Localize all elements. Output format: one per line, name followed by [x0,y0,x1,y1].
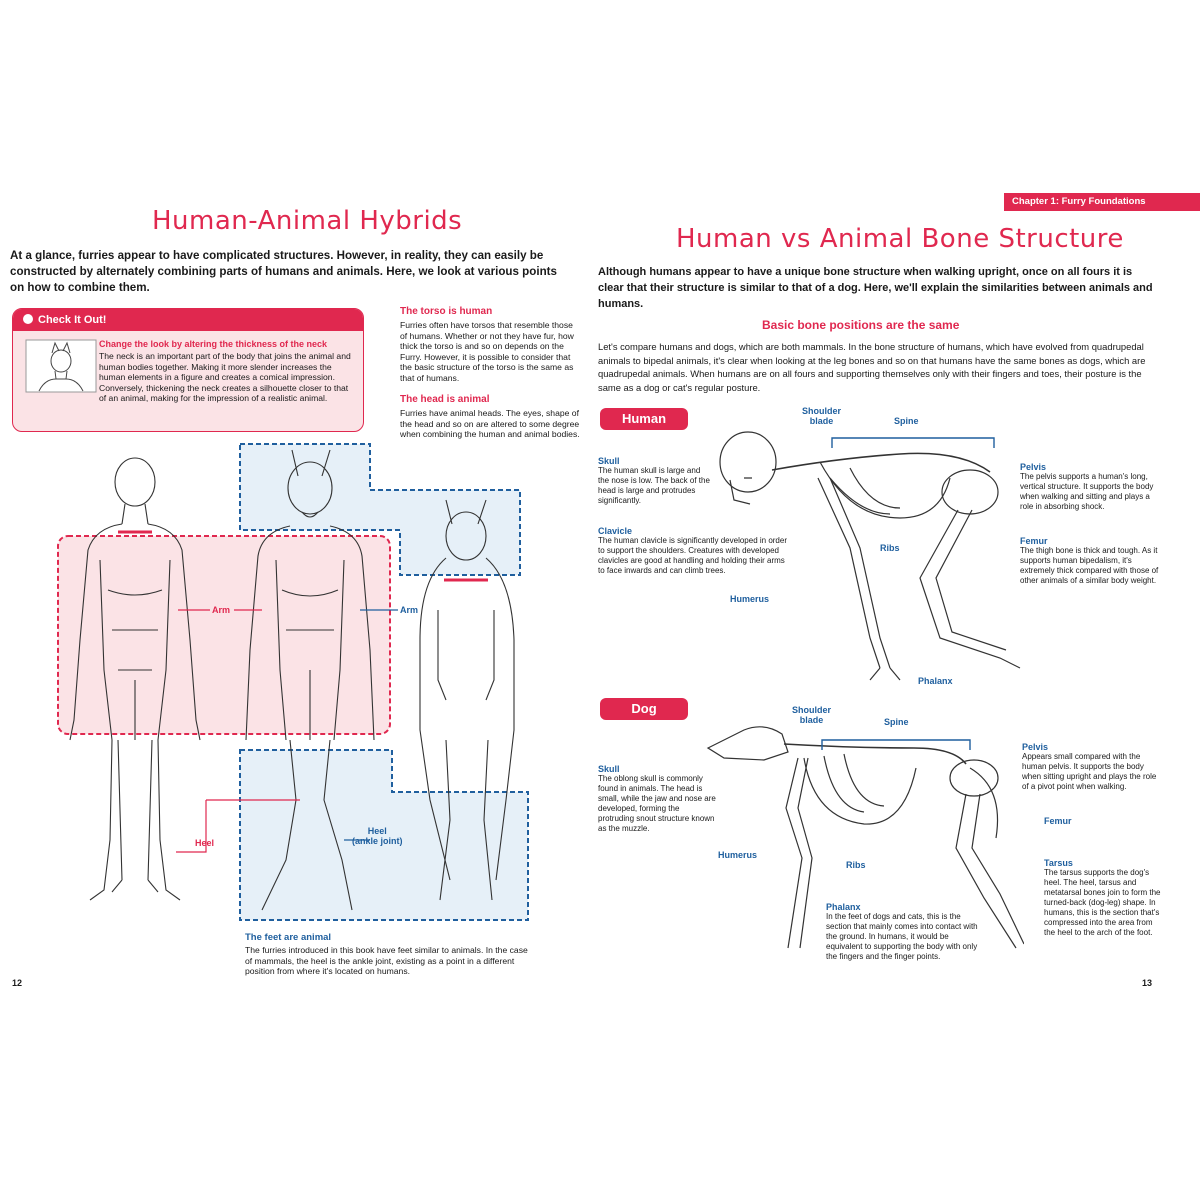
hybrid-figures-illustration [0,440,590,960]
left-intro: At a glance, furries appear to have complicated structures. However, in reality, they can easily be constructed by alternately combining parts of humans and animals. Here, we look at various points on how to combine them. [10,249,557,294]
head-heading: The head is animal [400,394,490,405]
human-femur-note [1020,536,1160,586]
human-clavicle-heading: Clavicle [598,526,633,536]
dog-ribs-label: Ribs [846,860,866,870]
check-it-out-box [12,308,364,432]
dog-skull-body: The oblong skull is commonly found in animals. The head is small, while the jaw and nose are developed, forming the protruding snout structure known as the muzzle. [598,774,716,833]
human-clavicle-body: The human clavicle is significantly developed in order to support the shoulders. Creatures with developed clavicles are good at handling and holding their arms to face inwards and can climb trees. [598,536,787,575]
dog-spine-bracket [818,732,974,752]
human-pelvis-body: The pelvis supports a human's long, vertical structure. It supports the body when walking and sitting and plays a role in absorbing shock. [1020,472,1154,511]
human-pelvis-note [1020,462,1160,512]
chapter-tab: Chapter 1: Furry Foundations [1004,193,1200,211]
dog-pelvis-body: Appears small compared with the human pelvis. It supports the body when sitting upright and plays the role of a pivot point when walking. [1022,752,1157,791]
left-page-title: Human-Animal Hybrids [152,206,463,236]
book-spread [0,150,1200,1050]
torso-note [400,306,580,384]
arm-label-human: Arm [212,605,231,615]
right-page-number: 13 [1142,978,1153,988]
human-ribs-label: Ribs [880,543,900,553]
dog-tarsus-heading: Tarsus [1044,858,1073,868]
right-subheading: Basic bone positions are the same [762,318,960,332]
check-it-out-header [13,309,363,331]
human-phalanx-label: Phalanx [918,676,953,686]
human-pelvis-heading: Pelvis [1020,462,1047,472]
human-shoulder-blade-label: Shoulder blade [802,406,842,426]
human-spine-bracket [828,430,998,450]
dog-spine-label: Spine [884,717,909,727]
heel-label-human: Heel [195,838,215,848]
dog-femur-label: Femur [1044,816,1072,826]
check-body: The neck is an important part of the body that joins the animal and human bodies together. Making it more slender increases the human elements in a figure and creates a comical impression. Conversely, thickening the neck creates a silhouette closer to that of an animal, making for the impression of a realistic animal. [99,351,351,404]
dog-tarsus-body: The tarsus supports the dog's heel. The heel, tarsus and metatarsal bones join to form the turned-back (dog-leg) shape. In humans, this is the section that's compressed into the area from the heel to the arch of the foot. [1044,868,1161,937]
human-pill: Human [600,408,688,430]
human-skull-body: The human skull is large and the nose is low. The back of the head is large and protrudes significantly. [598,466,710,505]
dog-skull-note [598,764,716,834]
human-humerus-label: Humerus [730,594,770,604]
dog-pelvis-heading: Pelvis [1022,742,1049,752]
heel-label-animal: Heel (ankle joint) [352,826,403,846]
paw-icon [23,314,33,324]
head-note [400,394,580,440]
human-femur-heading: Femur [1020,536,1048,546]
dog-phalanx-heading: Phalanx [826,902,861,912]
check-it-out-text [99,339,357,404]
dog-phalanx-body: In the feet of dogs and cats, this is the section that mainly comes into contact with the ground. In humans, it would be equivalent to supporting the body with only the fingers and the finger points. [826,912,978,961]
torso-body: Furries often have torsos that resemble those of humans. Whether or not they have fur, how thick the torso is and so on depends on the Furry. However, it is possible to consider that the basic structure of the torso is the same as that of humans. [400,320,574,383]
feet-note [245,932,535,977]
torso-heading: The torso is human [400,306,493,317]
feet-heading: The feet are animal [245,932,332,943]
right-paragraph: Let's compare humans and dogs, which are both mammals. In the bone structure of humans, which have evolved from quadrupedal animals to bipedal animals, it's clear when looking at the leg bones and so on that humans have the same bones as dogs, which are quadrupedal animals. When humans are on all fours and supporting themselves only with their fingers and toes, their posture is the same as a dog or cat's regular posture. [598,341,1146,393]
feet-body: The furries introduced in this book have feet similar to animals. In the case of mammals, the heel is the ankle joint, existing as a point in a different position from where it's located on humans. [245,945,528,977]
right-page-title: Human vs Animal Bone Structure [676,224,1124,254]
human-clavicle-note [598,526,788,576]
dog-tarsus-note [1044,858,1162,938]
human-femur-body: The thigh bone is thick and tough. As it supports human bipedalism, it's extremely thick compared with those of other animals of a similar body weight. [1020,546,1159,585]
dog-skull-heading: Skull [598,764,620,774]
neck-sketch-illustration [25,339,97,393]
check-it-out-label: Check It Out! [38,314,107,326]
arm-label-hybrid: Arm [400,605,419,615]
dog-phalanx-note [826,902,978,962]
dog-humerus-label: Humerus [718,850,758,860]
dog-shoulder-blade-label: Shoulder blade [792,705,832,725]
head-body: Furries have animal heads. The eyes, shape of the head and so on are altered to some degree when combining the human and animal bodies. [400,408,580,440]
check-heading: Change the look by altering the thickness of the neck [99,339,328,349]
dog-pelvis-note [1022,742,1162,792]
human-spine-label: Spine [894,416,919,426]
left-page-number: 12 [12,978,23,988]
human-skull-heading: Skull [598,456,620,466]
dog-pill: Dog [600,698,688,720]
right-intro: Although humans appear to have a unique bone structure when walking upright, once on all fours it is clear that their structure is similar to that of a dog. Here, we'll explain the similarities between animals and humans. [598,266,1153,310]
human-skull-note [598,456,710,506]
